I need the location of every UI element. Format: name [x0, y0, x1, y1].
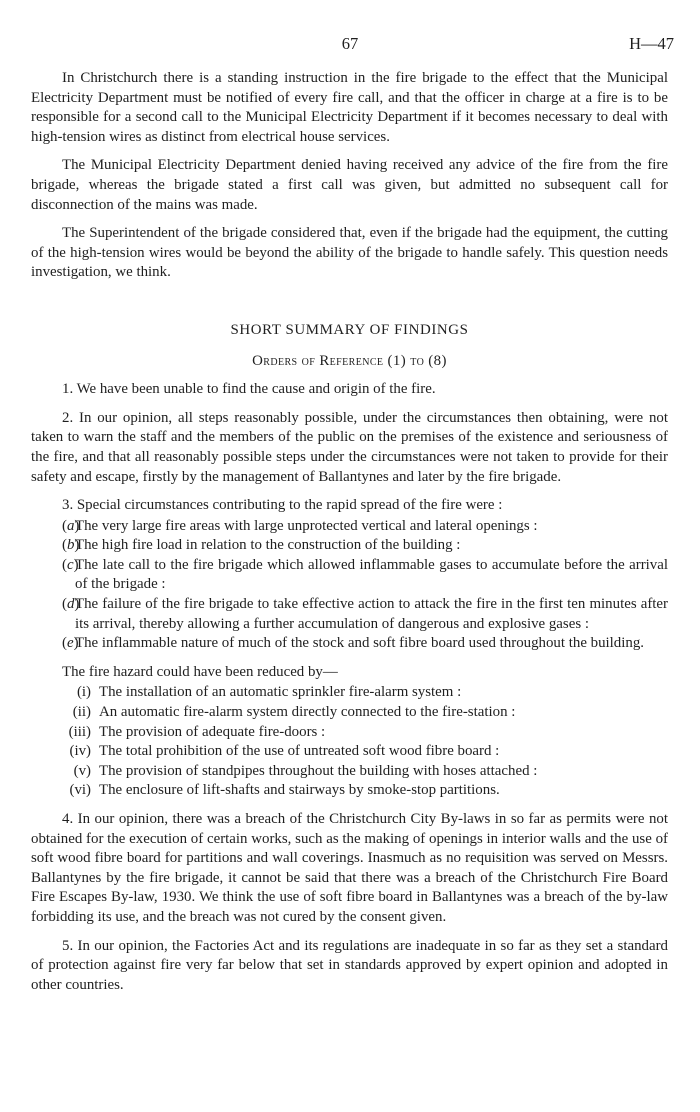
list-item-text: The failure of the fire brigade to take effective action to attack the fire in the first ten minutes after its arrival, thereby allowing a further accumulation of dangerous and explosive gases : [75, 596, 668, 632]
list-item [31, 781, 668, 801]
finding-4: 4. In our opinion, there was a breach of the Christchurch City By-laws in so far as permits were not obtained for the execution of certain works, such as the making of openings in interior walls and the use of soft wood fibre board for partitions and wall coverings. Inasmuch as no requisition was served on Messrs. Ballantynes by the fire brigade, it cannot be said that there was a breach of the Christchurch Fire Board Fire Escapes By-law, 1930. We think the use of soft fibre board in Ballantynes was a breach of the by-law forbidding its use, and the breach was not cured by the consent given. [31, 811, 668, 925]
list-item [31, 595, 668, 634]
list-item-text: The installation of an automatic sprinkler fire-alarm system : [99, 684, 462, 701]
list-item-label: (ii) [72, 704, 91, 721]
list-item [31, 742, 668, 762]
list-item-text: The total prohibition of the use of untreated soft wood fibre board : [99, 743, 500, 760]
list-item-label: (vi) [69, 782, 91, 799]
list-item [31, 723, 668, 743]
list-item-label: (v) [73, 762, 91, 779]
orders-of-reference-subheading: Orders of Reference (1) to (8) [252, 352, 447, 369]
intro-paragraph: The Municipal Electricity Department denied having received any advice of the fire from the fire brigade, whereas the brigade stated a first call was given, but admitted no subsequent call for disconnection of the mains was made. [31, 157, 668, 213]
list-item-label: (iii) [68, 723, 91, 740]
list-item-text: The late call to the fire brigade which allowed inflammable gases to accumulate before the arrival of the brigade : [75, 556, 668, 593]
list-item [31, 634, 668, 654]
list-item [31, 556, 668, 595]
list-item [31, 536, 668, 556]
finding-5: 5. In our opinion, the Factories Act and its regulations are inadequate in so far as they set a standard of protection against fire very far below that set in standards approved by expert opinion and adopted in other countries. [31, 937, 668, 993]
document-body [31, 69, 668, 1004]
list-item [31, 703, 668, 723]
finding-1: 1. We have been unable to find the cause and origin of the fire. [62, 381, 436, 398]
list-item-label: ( a ) [62, 517, 79, 537]
intro-paragraph: The Superintendent of the brigade considered that, even if the brigade had the equipment, the cutting of the high-tension wires would be beyond the ability of the brigade to handle safely. This question needs investigation, we think. [31, 225, 668, 281]
list-item-text: The inflammable nature of much of the stock and soft fibre board used throughout the building. [75, 635, 645, 652]
list-item [31, 762, 668, 782]
list-item-label: ( e ) [62, 634, 79, 654]
summary-heading: SHORT SUMMARY OF FINDINGS [230, 321, 469, 338]
intro-paragraph: In Christchurch there is a standing instruction in the fire brigade to the effect that the Municipal Electricity Department must be notified of every fire call, and that the officer in charge at a fire is to be responsible for a second call to the Municipal Electricity Department if it becomes necessary to deal with high-tension wires as distinct from electrical house services. [31, 70, 668, 145]
list-item-label: ( d ) [62, 595, 79, 615]
list-item-text: The provision of adequate fire-doors : [99, 723, 326, 740]
finding-3-intro: 3. Special circumstances contributing to the rapid spread of the fire were : [62, 497, 503, 514]
list-item [31, 517, 668, 537]
finding-2: 2. In our opinion, all steps reasonably possible, under the circumstances then obtaining, were not taken to warn the staff and the members of the public on the premises of the existence and seriousness of the fire, and that all reasonably possible steps under the circumstances were not taken to provide for their safety and escape, firstly by the management of Ballantynes and later by the fire brigade. [31, 409, 668, 485]
page-number: 67 [341, 34, 359, 53]
measures-list [31, 683, 668, 801]
list-item-text: The very large fire areas with large unprotected vertical and lateral openings : [75, 517, 538, 534]
list-item-text: The high fire load in relation to the construction of the building : [75, 537, 461, 554]
page-header [0, 34, 700, 54]
list-item-label: ( c ) [62, 556, 79, 576]
list-item [31, 683, 668, 703]
list-item-text: An automatic fire-alarm system directly connected to the fire-station : [99, 704, 516, 721]
hazard-intro: The fire hazard could have been reduced by— [62, 663, 338, 680]
circumstances-list [31, 517, 668, 654]
document-series-number: H—47 [629, 34, 674, 53]
list-item-label: (i) [76, 684, 91, 701]
list-item-label: (iv) [69, 743, 91, 760]
list-item-text: The enclosure of lift-shafts and stairways by smoke-stop partitions. [99, 782, 500, 799]
list-item-label: ( b ) [62, 536, 79, 556]
list-item-text: The provision of standpipes throughout the building with hoses attached : [99, 762, 538, 779]
